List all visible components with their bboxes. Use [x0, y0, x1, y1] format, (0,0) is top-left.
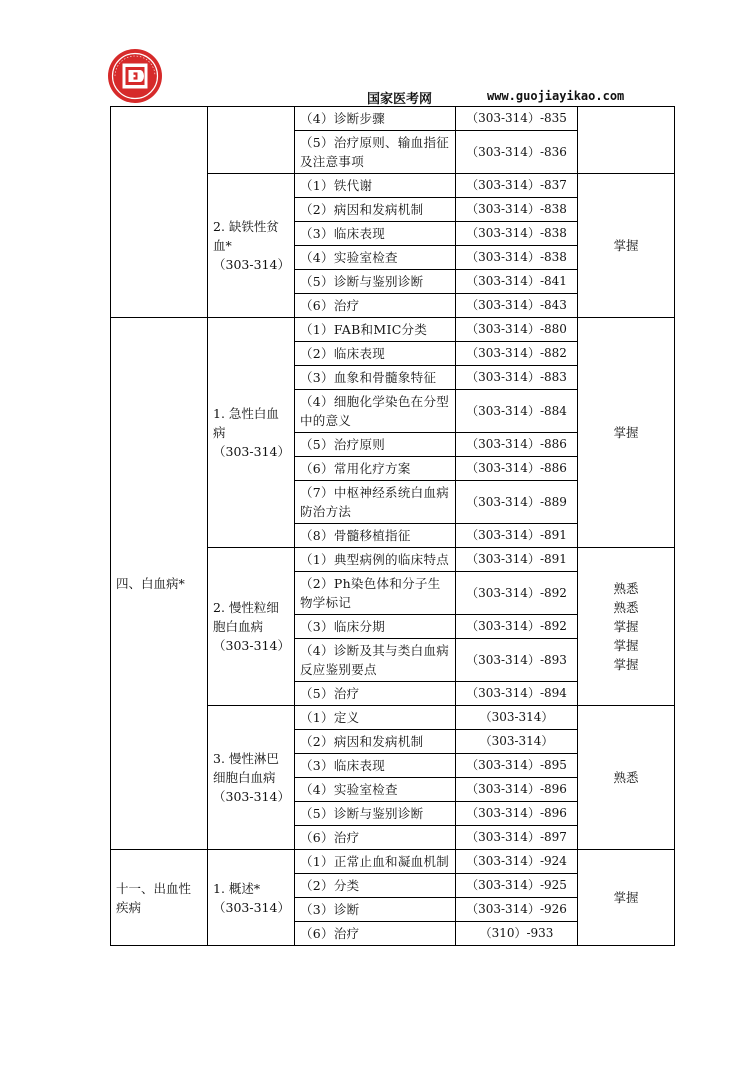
item-cell: （1）典型病例的临床特点	[295, 548, 456, 572]
ref-cell: （303-314）	[456, 730, 578, 754]
level-cell	[578, 850, 675, 946]
unit-cell	[208, 174, 295, 318]
item-cell: （2）Ph染色体和分子生物学标记	[295, 572, 456, 615]
item-cell: （4）实验室检查	[295, 246, 456, 270]
ref-cell: （303-314）-925	[456, 874, 578, 898]
level-label: 掌握	[613, 425, 639, 440]
unit-cell	[208, 706, 295, 850]
ref-cell: （303-314）-841	[456, 270, 578, 294]
unit-code: （303-314）	[213, 444, 290, 459]
level-label: 掌握	[613, 638, 639, 653]
ref-cell: （303-314）-891	[456, 548, 578, 572]
unit-code: （303-314）	[213, 899, 290, 915]
ref-cell: （303-314）-880	[456, 318, 578, 342]
topic-cell: 四、白血病*	[111, 318, 208, 850]
ref-cell: （303-314）-838	[456, 222, 578, 246]
unit-title: 2. 缺铁性贫血*	[213, 219, 279, 253]
item-cell: （5）治疗原则、输血指征及注意事项	[295, 131, 456, 174]
level-label: 掌握	[613, 619, 639, 634]
item-cell: （3）血象和骨髓象特征	[295, 366, 456, 390]
ref-cell: （303-314）-892	[456, 615, 578, 639]
item-cell: （2）病因和发病机制	[295, 730, 456, 754]
item-cell: （3）临床分期	[295, 615, 456, 639]
item-cell: （3）诊断	[295, 898, 456, 922]
table-row	[111, 850, 675, 874]
table-row	[111, 318, 675, 342]
site-name: 国家医考网	[367, 92, 433, 107]
ref-cell: （303-314）-897	[456, 826, 578, 850]
level-cell	[578, 318, 675, 548]
item-cell: （3）临床表现	[295, 754, 456, 778]
item-cell: （5）治疗	[295, 682, 456, 706]
ref-cell: （303-314）-835	[456, 107, 578, 131]
unit-cell	[208, 107, 295, 174]
ref-cell: （303-314）-895	[456, 754, 578, 778]
ref-cell: （303-314）-838	[456, 246, 578, 270]
ref-cell: （303-314）-843	[456, 294, 578, 318]
unit-code: （303-314）	[213, 638, 290, 653]
item-cell: （7）中枢神经系统白血病防治方法	[295, 481, 456, 524]
ref-cell: （303-314）-889	[456, 481, 578, 524]
ref-cell: （303-314）-886	[456, 433, 578, 457]
site-url[interactable]: www.guojiayikao.com	[487, 89, 625, 103]
ref-cell: （303-314）-896	[456, 778, 578, 802]
ref-cell: （303-314）-836	[456, 131, 578, 174]
topic-cell	[111, 107, 208, 318]
item-cell: （3）临床表现	[295, 222, 456, 246]
ref-cell: （310）-933	[456, 922, 578, 946]
ref-cell: （303-314）-891	[456, 524, 578, 548]
level-cell	[578, 174, 675, 318]
ref-cell: （303-314）-893	[456, 639, 578, 682]
ref-cell: （303-314）-883	[456, 366, 578, 390]
item-cell: （1）定义	[295, 706, 456, 730]
unit-cell	[208, 318, 295, 548]
unit-code: （303-314）	[213, 789, 290, 804]
table-row	[111, 107, 675, 131]
ref-cell: （303-314）-924	[456, 850, 578, 874]
topic-cell: 十一、出血性疾病	[111, 850, 208, 946]
item-cell: （4）诊断步骤	[295, 107, 456, 131]
item-cell: （6）治疗	[295, 294, 456, 318]
ref-cell: （303-314）-894	[456, 682, 578, 706]
item-cell: （4）诊断及其与类白血病反应鉴别要点	[295, 639, 456, 682]
ref-cell: （303-314）-892	[456, 572, 578, 615]
level-label: 熟悉	[613, 600, 639, 615]
syllabus-table	[110, 106, 675, 946]
item-cell: （4）细胞化学染色在分型中的意义	[295, 390, 456, 433]
level-label: 掌握	[613, 238, 639, 253]
item-cell: （6）常用化疗方案	[295, 457, 456, 481]
logo-emblem	[107, 48, 163, 104]
unit-cell	[208, 850, 295, 946]
unit-code: （303-314）	[213, 257, 290, 272]
item-cell: （1）正常止血和凝血机制	[295, 850, 456, 874]
item-cell: （5）治疗原则	[295, 433, 456, 457]
syllabus-body	[111, 107, 675, 946]
item-cell: （2）病因和发病机制	[295, 198, 456, 222]
item-cell: （6）治疗	[295, 922, 456, 946]
unit-title: 2. 慢性粒细胞白血病	[213, 600, 279, 634]
ref-cell: （303-314）-838	[456, 198, 578, 222]
level-label: 熟悉	[613, 770, 639, 785]
item-cell: （2）临床表现	[295, 342, 456, 366]
ref-cell: （303-314）-896	[456, 802, 578, 826]
unit-title: 3. 慢性淋巴细胞白血病	[213, 751, 279, 785]
ref-cell: （303-314）-837	[456, 174, 578, 198]
item-cell: （2）分类	[295, 874, 456, 898]
ref-cell: （303-314）-882	[456, 342, 578, 366]
ref-cell: （303-314）-884	[456, 390, 578, 433]
ref-cell: （303-314）	[456, 706, 578, 730]
item-cell: （1）FAB和MIC分类	[295, 318, 456, 342]
unit-title: 1. 急性白血病	[213, 406, 279, 440]
unit-title: 1. 概述*	[213, 880, 261, 896]
level-cell	[578, 107, 675, 174]
level-cell	[578, 706, 675, 850]
item-cell: （5）诊断与鉴别诊断	[295, 270, 456, 294]
item-cell: （5）诊断与鉴别诊断	[295, 802, 456, 826]
ref-cell: （303-314）-886	[456, 457, 578, 481]
item-cell: （8）骨髓移植指征	[295, 524, 456, 548]
level-label: 掌握	[613, 890, 639, 905]
level-label: 熟悉	[613, 581, 639, 596]
unit-cell	[208, 548, 295, 706]
ref-cell: （303-314）-926	[456, 898, 578, 922]
level-cell	[578, 548, 675, 706]
level-label: 掌握	[613, 657, 639, 672]
item-cell: （4）实验室检查	[295, 778, 456, 802]
item-cell: （6）治疗	[295, 826, 456, 850]
item-cell: （1）铁代谢	[295, 174, 456, 198]
